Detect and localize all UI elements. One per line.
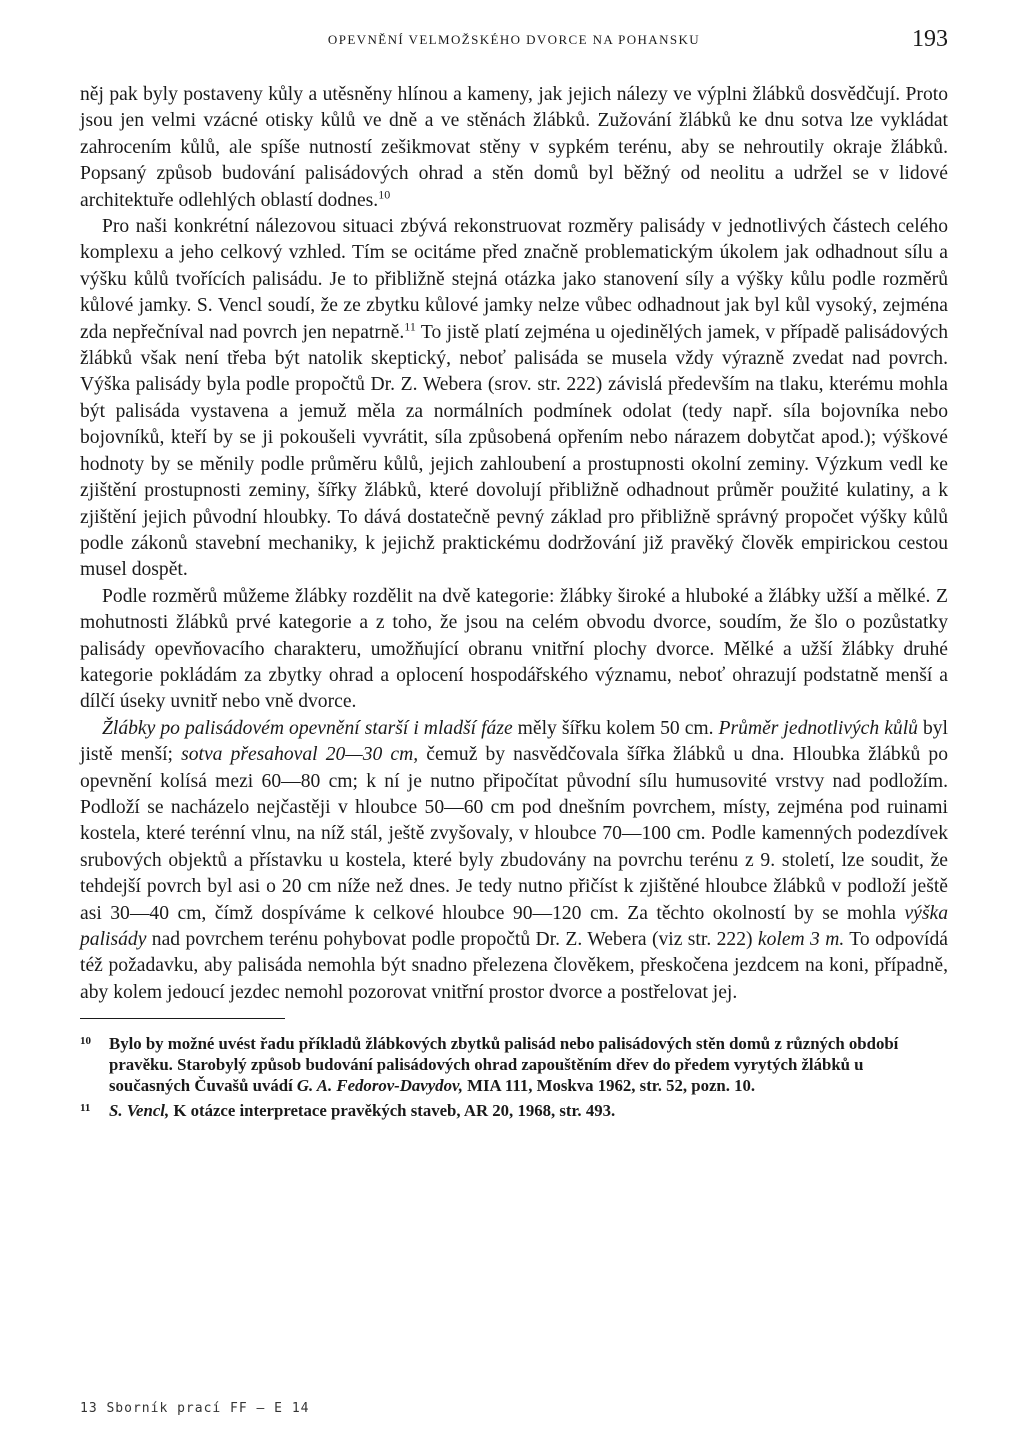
paragraph-4-text-1: měly šířku kolem 50 cm. [512,717,719,739]
page [80,26,948,1125]
footnotes [80,1033,948,1121]
emphasis-diameter-range: sotva přesahoval 20—30 cm, [181,744,419,766]
running-head: OPEVNĚNÍ VELMOŽSKÉHO DVORCE NA POHANSKU [327,32,701,47]
paragraph-4 [80,716,948,1006]
footnote-ref-10[interactable]: 10 [378,187,391,202]
paragraph-4-text-2: byl jistě menší; [80,717,948,766]
printer-signature: 13 Sborník prací FF — E 14 [80,1401,310,1416]
footnote-11 [80,1100,948,1121]
footnote-10-text-b: MIA 111, Moskva 1962, str. 52, pozn. 10. [462,1076,756,1096]
emphasis-post-diameter: Průměr jednotlivých kůlů [718,717,918,739]
emphasis-palisade-trenches: Žlábky po palisádovém opevnění starší i mladší fáze [102,717,513,739]
paragraph-4-text-5: To odpovídá též požadavku, aby palisáda nemohla být snadno přelezena člověkem, přeskočena jezdcem na koni, případně, aby kolem jedoucí jezdec nemohl pozorovat vnitřní prostor dvorce a postřelovat jej. [80,929,948,1003]
footnote-10-text-a: Bylo by možné uvést řadu příkladů žlábkových zbytků palisád nebo palisádových stěn domů z různých období pravěku. Starobylý způsob budování palisádových ohrad zapouštěním dřev do předem vyrytých žlábků u současných Čuvašů uvádí [109,1034,899,1096]
emphasis-height-value: kolem 3 m. [757,929,845,950]
page-header [80,26,948,56]
paragraph-4-text-3: čemuž by nasvědčovala šířka žlábků u dna. Hloubka žlábků po opevnění kolísá mezi 60—80 cm; k ní je nutno připočítat původní sílu humusovité vrstvy nad podložím. Podloží se nacházelo nejčastěji v hloubce 50—60 cm pod dnešním povrchem, místy, zejména pod ruinami kostela, které terénní vlnu, na níž stál, ještě zvyšovaly, v hloubce 70—100 cm. Podle kamenných podezdívek srubových objektů a přístavku u kostela, které byly zbudovány na povrchu terénu z 9. století, lze soudit, že tehdejší povrch byl asi o 20 cm níže než dnes. Je tedy nutno přičíst k zjištěné hloubce žlábků v podloží ještě asi 30—40 cm, čímž dospíváme k celkové hloubce 90—120 cm. Za těchto okolností by se mohla [80,744,948,924]
emphasis-palisade-height: výška palisády [80,902,948,950]
footnote-ref-11[interactable]: 11 [404,319,416,334]
paragraph-1-text: něj pak byly postaveny kůly a utěsněny hlínou a kameny, jak jejich nálezy ve výplni žlábků dosvědčují. Proto jsou jen velmi vzácné otisky kůlů ve dně a ve stěnách žlábků. Zužování žlábků ke dnu sotva lze vykládat zahrocením kůlů, ale spíše nutností zešikmovat stěny v sypkém terénu, aby se nehroutily okraje žlábků. Popsaný způsob budování palisádových ohrad a stěn domů byl běžný od neolitu a udržel se v lidové architektuře odlehlých oblastí dodnes. [80,84,948,211]
footnote-11-author: S. Vencl, [109,1101,170,1121]
paragraph-3: Podle rozměrů můžeme žlábky rozdělit na dvě kategorie: žlábky široké a hluboké a žlábky užší a mělké. Z mohutnosti žlábků prvé kategorie a z toho, že jsou na celém obvodu dvorce, soudím, že šlo o pozůstatky palisády opevňovacího charakteru, umožňující obranu vnitřní plochy dvorce. Mělké a užší žlábky druhé kategorie pokládám za zbytky ohrad a oplocení hospodářského významu, neboť ohrazují podstatně menší a dílčí úseky uvnitř nebo vně dvorce. [80,585,948,713]
paragraph-4-text-4: nad povrchem terénu pohybovat podle propočtů Dr. Z. Webera (viz str. 222) [146,929,758,950]
footnote-number: 11 [80,1102,91,1115]
paragraph-2 [80,214,948,584]
paragraph-2-text-b: To jistě platí zejména u ojedinělých jamek, v případě palisádových žlábků však není třeba být natolik skeptický, neboť palisáda se musela vždy výrazně zvedat nad povrch. Výška palisády byla podle propočtů Dr. Z. Webera (srov. str. 222) závislá především na tlaku, kterému mohla být palisáda vystavena a jemuž měla za normálních podmínek odolat (tedy např. síla bojovníka nebo bojovníků, kteří by se ji pokoušeli vyvrátit, síla způsobená opřením nebo nárazem dobytčat apod.); výškové hodnoty by se měnily podle průměru kůlů, jejich zahloubení a prostupnosti okolní zeminy. Výzkum vedl ke zjištění prostupnosti zeminy, šířky žlábků, které dovolují přibližně odhadnout průměr použité kulatiny, a k zjištění jejich původní hloubky. To dává dostatečně pevný základ pro přibližně správný propočet výšky kůlů podle zákonů stavební mechaniky, k jejichž praktickému dodržování již pravěký člověk empirickou cestou musel dospět. [80,321,948,581]
footnote-text [109,1100,948,1121]
paragraph-1 [80,82,948,214]
footnote-10-author: G. A. Fedorov-Davydov, [296,1076,463,1096]
page-number: 193 [912,26,948,52]
footnote-divider [80,1018,285,1019]
footnote-11-text: K otázce interpretace pravěkých staveb, AR 20, 1968, str. 493. [169,1101,616,1121]
footnote-number: 10 [80,1035,91,1048]
footnote-text [109,1033,948,1096]
footnote-10 [80,1033,948,1096]
paragraph-2-text-a: Pro naši konkrétní nálezovou situaci zbývá rekonstruovat rozměry palisády v jednotlivých částech celého komplexu a jeho celkový vzhled. Tím se ocitáme před značně problematickým úkolem jak odhadnout sílu a výšku kůlů tvořících palisádu. Je to přibližně stejná otázka jako stanovení síly a výšky kůlu podle rozměrů kůlové jamky. S. Vencl soudí, že ze zbytku kůlové jamky nelze vůbec odhadnout jak byl kůl vysoký, zejména zda nepřečníval nad povrch jen nepatrně. [80,216,948,343]
article-body [80,82,948,1006]
